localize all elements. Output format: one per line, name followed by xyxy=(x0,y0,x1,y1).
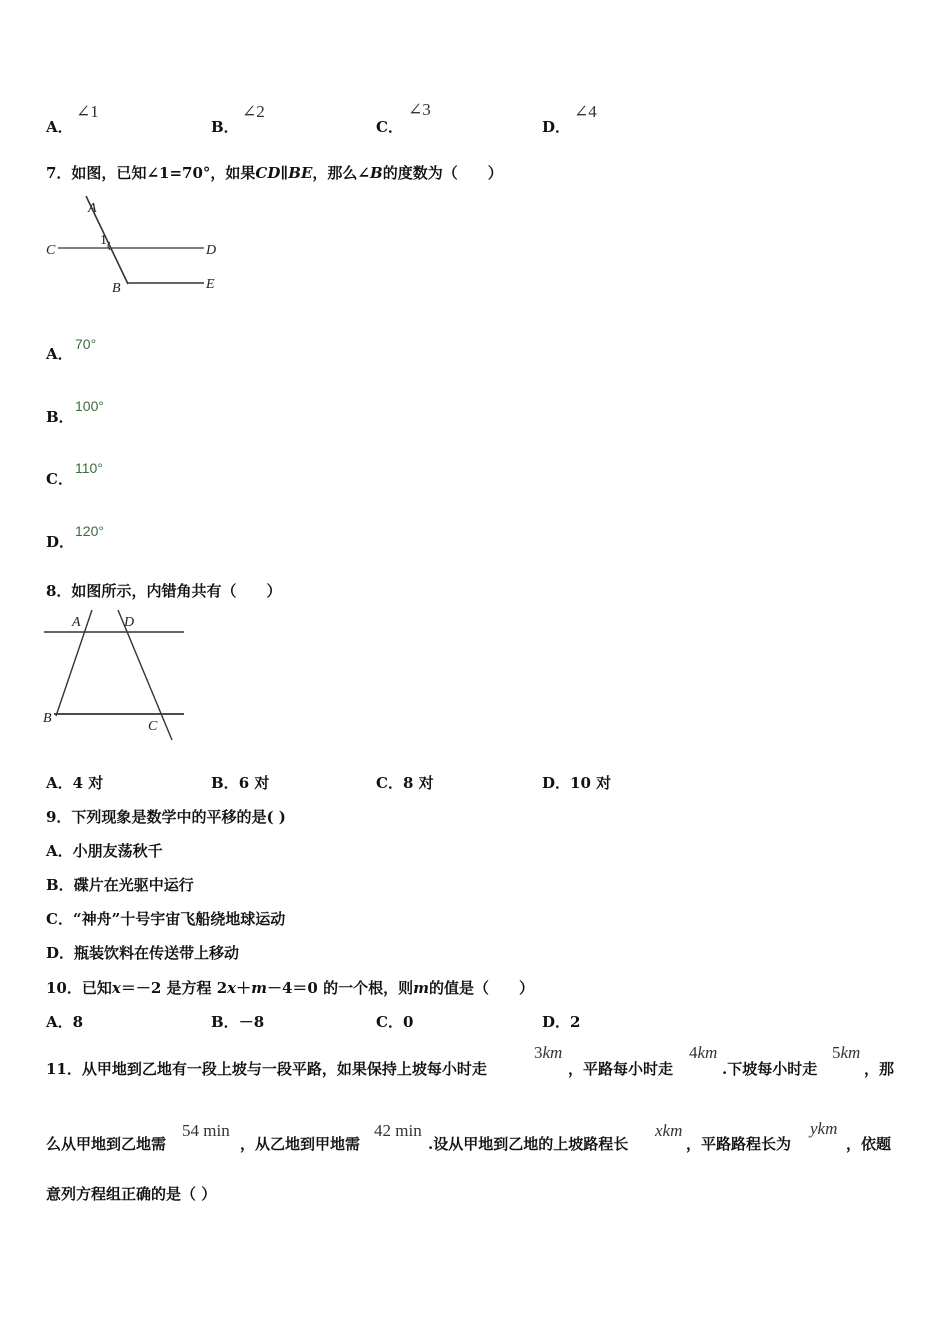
q8-option-d-value: 10 对 xyxy=(570,774,612,792)
q10-option-c xyxy=(376,1011,413,1032)
q9-option-a xyxy=(46,840,163,861)
q9-option-b xyxy=(46,874,194,895)
q8-option-c-letter: C． xyxy=(376,774,403,792)
q11-v-flat-num: 4 xyxy=(689,1043,698,1062)
q10-option-a-letter: A． xyxy=(46,1013,73,1031)
q9-option-d xyxy=(46,942,239,963)
q8-stem: 8．如图所示，内错角共有（ ） xyxy=(46,582,282,600)
q9-option-c-value: “神舟”十号宇宙飞船绕地球运动 xyxy=(72,910,286,928)
q11-v-flat xyxy=(689,1043,717,1063)
q8-label-c: C xyxy=(148,719,158,734)
q8-option-b-letter: B． xyxy=(211,774,239,792)
q9-option-a-value: 小朋友荡秋千 xyxy=(72,842,163,860)
q11-v-down-unit: km xyxy=(840,1043,861,1062)
q10-stem-eq: ＝－2 是方程 2 xyxy=(120,979,228,997)
q7-label-a: A xyxy=(88,201,97,216)
q11-line3: 意列方程组正确的是（ ） xyxy=(46,1185,217,1203)
q10-option-d xyxy=(542,1011,580,1032)
q10-stem-x: x xyxy=(111,979,121,997)
q11-line1-d: ，那 xyxy=(864,1060,895,1078)
q11-v-flat-unit: km xyxy=(697,1043,718,1062)
q10-stem-rest: －4＝0 的一个根，则 xyxy=(267,979,414,997)
q9-stem: 9．下列现象是数学中的平移的是( ) xyxy=(46,808,286,826)
q7-label-1: 1 xyxy=(100,233,107,248)
q10-stem-plus: ＋ xyxy=(236,979,252,997)
q11-v-down xyxy=(832,1043,860,1063)
q7-stem-mid: ，那么∠ xyxy=(312,164,370,182)
q9-option-d-letter: D． xyxy=(46,944,75,962)
q8-option-c-value: 8 对 xyxy=(402,774,434,792)
q11-line2-a: 么从甲地到乙地需 xyxy=(46,1135,167,1153)
q7-figure xyxy=(44,192,234,302)
q6-option-d-letter: D． xyxy=(542,118,571,136)
q11-t2: 42 min xyxy=(374,1121,422,1140)
q7-option-d-value: 120° xyxy=(75,523,104,539)
q7-option-c-letter: C． xyxy=(46,470,73,488)
q7-stem-suffix: 的度数为（ ） xyxy=(382,164,503,182)
q10-stem-m2: m xyxy=(413,979,429,997)
q7-option-b-value: 100° xyxy=(75,398,104,414)
q9-option-b-value: 碟片在光驱中运行 xyxy=(73,876,194,894)
q10-option-c-value: 0 xyxy=(402,1013,414,1031)
q11-line1-b: ，平路每小时走 xyxy=(568,1060,674,1078)
q11-line1-c: .下坡每小时走 xyxy=(722,1060,818,1078)
q7-label-c: C xyxy=(46,243,56,258)
q9-option-d-value: 瓶装饮料在传送带上移动 xyxy=(74,944,240,962)
q8-label-a: A xyxy=(72,615,81,630)
q7-option-a-letter: A． xyxy=(46,345,73,363)
q11-line2-d: ，平路路程长为 xyxy=(686,1135,792,1153)
q9-option-c-letter: C． xyxy=(46,910,73,928)
q10-option-d-value: 2 xyxy=(570,1013,581,1031)
q10-option-a-value: 8 xyxy=(72,1013,84,1031)
q7-option-a-value: 70° xyxy=(75,336,97,352)
q7-label-b: B xyxy=(112,281,121,296)
q7-stem xyxy=(46,162,503,183)
q10-stem xyxy=(46,977,534,998)
q8-figure xyxy=(42,606,192,746)
q10-option-b xyxy=(211,1011,264,1032)
q11-v-up xyxy=(534,1043,562,1063)
q9-option-a-letter: A． xyxy=(46,842,73,860)
q11-t1: 54 min xyxy=(182,1121,230,1140)
q11-x-var: xkm xyxy=(655,1121,683,1140)
q10-stem-prefix: 10．已知 xyxy=(46,979,112,997)
q11-line2-c: .设从甲地到乙地的上坡路程长 xyxy=(428,1135,629,1153)
q8-option-d xyxy=(542,772,611,793)
q6-option-a-value: ∠1 xyxy=(76,102,99,121)
q9-option-c xyxy=(46,908,285,929)
q6-option-b-letter: B． xyxy=(211,118,239,136)
q10-stem-m: m xyxy=(251,979,267,997)
q8-option-d-letter: D． xyxy=(542,774,571,792)
q8-option-a-value: 4 对 xyxy=(72,774,104,792)
q7-label-e: E xyxy=(206,277,215,292)
q7-stem-parallel: ∥ xyxy=(280,164,289,182)
q8-option-c xyxy=(376,772,434,793)
q7-option-b-letter: B． xyxy=(46,408,74,426)
q8-option-b xyxy=(211,772,269,793)
q6-option-b-value: ∠2 xyxy=(242,102,265,121)
q10-stem-x2: x xyxy=(227,979,237,997)
q7-stem-cd: CD xyxy=(255,164,281,182)
q7-label-d: D xyxy=(206,243,217,258)
q7-option-d-letter: D． xyxy=(46,533,75,551)
q7-option-c-value: 110° xyxy=(75,460,103,476)
q10-stem-suffix: 的值是（ ） xyxy=(428,979,534,997)
q8-label-b: B xyxy=(43,711,52,726)
q6-option-a-letter: A． xyxy=(46,118,73,136)
q6-option-d-value: ∠4 xyxy=(574,102,597,121)
q10-option-b-value: －8 xyxy=(238,1013,265,1031)
q10-option-c-letter: C． xyxy=(376,1013,403,1031)
q11-y-var: ykm xyxy=(810,1119,838,1138)
q11-v-down-num: 5 xyxy=(832,1043,841,1062)
q8-option-a-letter: A． xyxy=(46,774,73,792)
q7-stem-b: B xyxy=(370,164,383,182)
q11-v-up-num: 3 xyxy=(534,1043,543,1062)
q7-stem-prefix: 7．如图，已知∠1=70°，如果 xyxy=(46,164,256,182)
q8-label-d: D xyxy=(124,615,135,630)
q10-option-a xyxy=(46,1011,83,1032)
q8-option-a xyxy=(46,772,103,793)
q10-option-b-letter: B． xyxy=(211,1013,239,1031)
q10-option-d-letter: D． xyxy=(542,1013,571,1031)
q8-option-b-value: 6 对 xyxy=(238,774,270,792)
q11-line1-a: 11．从甲地到乙地有一段上坡与一段平路，如果保持上坡每小时走 xyxy=(46,1060,487,1078)
q11-v-up-unit: km xyxy=(542,1043,563,1062)
q11-line2-b: ，从乙地到甲地需 xyxy=(240,1135,361,1153)
q7-stem-be: BE xyxy=(288,164,313,182)
q9-option-b-letter: B． xyxy=(46,876,74,894)
q6-option-c-value: ∠3 xyxy=(408,100,431,119)
q11-line2-e: ，依题 xyxy=(846,1135,892,1153)
q6-option-c-letter: C． xyxy=(376,118,403,136)
